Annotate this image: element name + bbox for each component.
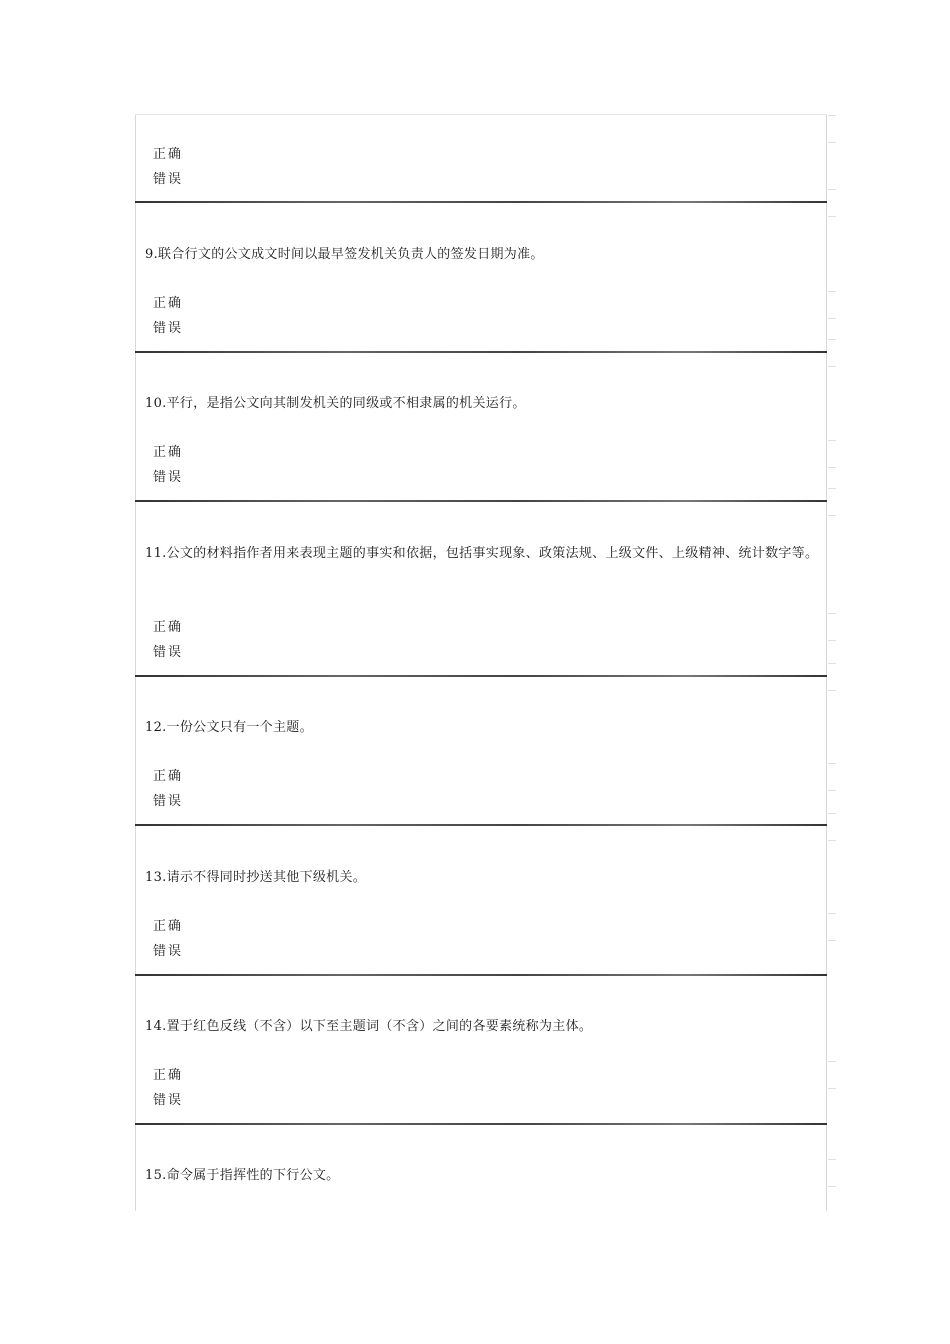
edge-tick <box>828 813 836 841</box>
option-wrong[interactable]: 错误 <box>153 172 184 187</box>
option-correct[interactable]: 正确 <box>153 919 184 934</box>
option-correct[interactable]: 正确 <box>153 296 184 311</box>
edge-tick <box>828 763 836 791</box>
edge-tick <box>828 1061 836 1089</box>
question-text: 11.公文的材料指作者用来表现主题的事实和依据，包括事实现象、政策法规、上级文件、上级精神、统计数字等。 <box>145 546 819 561</box>
question-text: 15.命令属于指挥性的下行公文。 <box>145 1168 340 1183</box>
option-correct[interactable]: 正确 <box>153 620 184 635</box>
option-correct[interactable]: 正确 <box>153 147 184 162</box>
edge-tick <box>828 1159 836 1187</box>
option-wrong[interactable]: 错误 <box>153 944 184 959</box>
exam-page <box>135 114 827 1211</box>
option-wrong[interactable]: 错误 <box>153 794 184 809</box>
option-wrong[interactable]: 错误 <box>153 470 184 485</box>
question-divider <box>135 974 827 976</box>
edge-tick <box>828 913 836 941</box>
edge-tick <box>828 189 836 217</box>
left-border <box>135 115 136 1211</box>
question-divider <box>135 1123 827 1125</box>
edge-tick <box>828 663 836 691</box>
question-text: 13.请示不得同时抄送其他下级机关。 <box>145 870 367 885</box>
option-correct[interactable]: 正确 <box>153 445 184 460</box>
edge-tick <box>828 440 836 468</box>
question-text: 12.一份公文只有一个主题。 <box>145 720 313 735</box>
question-text: 9.联合行文的公文成文时间以最早签发机关负责人的签发日期为准。 <box>145 247 544 262</box>
right-border <box>826 115 827 1211</box>
question-divider <box>135 824 827 826</box>
option-correct[interactable]: 正确 <box>153 1068 184 1083</box>
edge-tick <box>828 613 836 641</box>
edge-tick <box>828 339 836 367</box>
edge-tick <box>828 291 836 319</box>
option-wrong[interactable]: 错误 <box>153 1093 184 1108</box>
edge-tick <box>828 488 836 516</box>
option-wrong[interactable]: 错误 <box>153 645 184 660</box>
question-divider <box>135 500 827 502</box>
question-text: 14.置于红色反线（不含）以下至主题词（不含）之间的各要素统称为主体。 <box>145 1019 593 1034</box>
question-text: 10.平行，是指公文向其制发机关的同级或不相隶属的机关运行。 <box>145 396 526 411</box>
question-divider <box>135 201 827 203</box>
option-correct[interactable]: 正确 <box>153 769 184 784</box>
question-divider <box>135 351 827 353</box>
option-wrong[interactable]: 错误 <box>153 321 184 336</box>
question-divider <box>135 675 827 677</box>
edge-tick <box>828 115 836 143</box>
